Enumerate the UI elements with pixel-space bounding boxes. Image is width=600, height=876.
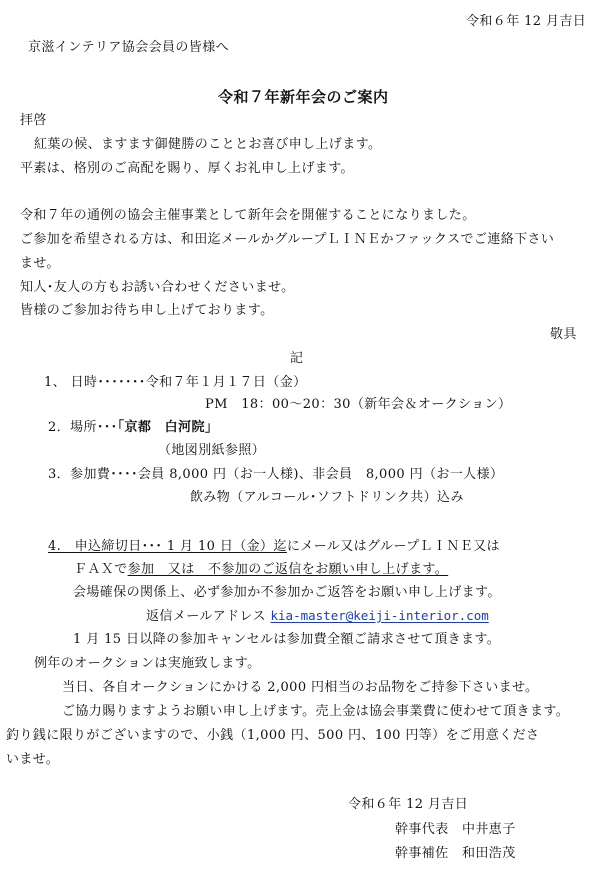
footer-date: 令和６年 12 月吉日 (348, 797, 469, 812)
item-1-line-1: 1、 日時･･･････令和７年１月１７日（金） (44, 375, 307, 390)
closing: 敬具 (550, 327, 577, 342)
body-line-2: 平素は、格別のご高配を賜り、厚くお礼申し上げます。 (20, 161, 354, 176)
page-title: 令和７年新年会のご案内 (218, 88, 389, 106)
item-4-reply-request: 参加 又は 不参加のご返信をお願い申し上げます。 (127, 562, 449, 577)
item-1-line-2: PM 18：00～20：30（新年会＆オークション） (205, 397, 512, 412)
addressee: 京滋インテリア協会会員の皆様へ (28, 40, 230, 55)
signature-2: 幹事補佐 和田浩茂 (395, 846, 516, 861)
item-3-line-1: 3．参加費････会員 8,000 円（お一人様)、非会員 8,000 円（お一人様） (48, 467, 504, 482)
auction-line-5: いませ。 (6, 752, 60, 767)
item-4-line-1 (48, 539, 500, 555)
item-2-prefix: 2．場所･･･ (48, 420, 118, 435)
body-line-4b: ませ。 (20, 256, 60, 271)
item-2-line-1 (48, 420, 212, 436)
item-4-line-5: 1 月 15 日以降の参加キャンセルは参加費全額ご請求させて頂きます。 (73, 632, 501, 647)
item-4-line-3: 会場確保の関係上、必ず参加か不参加かご返答をお願い申し上げます。 (73, 585, 501, 600)
item-2-line-2: （地図別紙参照） (158, 443, 266, 458)
auction-line-4: 釣り銭に限りがございますので、小銭（1,000 円、500 円、100 円等）をご用意くださ (6, 728, 540, 743)
body-line-3: 令和７年の通例の協会主催事業として新年会を開催することになりました。 (20, 208, 476, 223)
item-4-email-line (146, 608, 489, 625)
ki-heading: 記 (290, 351, 304, 366)
auction-line-1: 例年のオークションは実施致します。 (34, 656, 261, 671)
greeting: 拝啓 (20, 113, 47, 128)
item-4-fax: ＦＡＸで (74, 562, 128, 577)
body-line-1: 紅葉の候、ますます御健勝のこととお喜び申し上げます。 (34, 137, 382, 152)
body-line-6: 皆様のご参加お待ち申し上げております。 (20, 303, 274, 318)
item-4-line-1-rest: にメール又はグループＬＩＮＥ又は (286, 539, 500, 554)
item-3-line-2: 飲み物（アルコール･ソフトドリンク共）込み (190, 490, 464, 505)
auction-line-2: 当日、各自オークションにかける 2,000 円相当のお品物をご持参下さいませ。 (62, 680, 539, 695)
item-4-line-2 (74, 562, 448, 578)
item-2-venue: ｢京都 白河院｣ (117, 420, 212, 435)
item-4-deadline: 4. 申込締切日･･･ 1 月 10 日（金）迄 (48, 539, 287, 554)
email-link[interactable]: kia-master@keiji-interior.com (270, 608, 489, 623)
signature-1: 幹事代表 中井恵子 (395, 822, 516, 837)
email-label: 返信メールアドレス (146, 609, 266, 624)
body-line-4a: ご参加を希望される方は、和田迄メールかグループＬＩＮＥかファックスでご連絡下さい (20, 232, 555, 247)
date-top: 令和６年 12 月吉日 (466, 14, 587, 29)
auction-line-3: ご協力賜りますようお願い申し上げます。売上金は協会事業費に使わせて頂きます。 (62, 704, 570, 719)
body-line-5: 知人･友人の方もお誘い合わせくださいませ。 (20, 280, 295, 295)
